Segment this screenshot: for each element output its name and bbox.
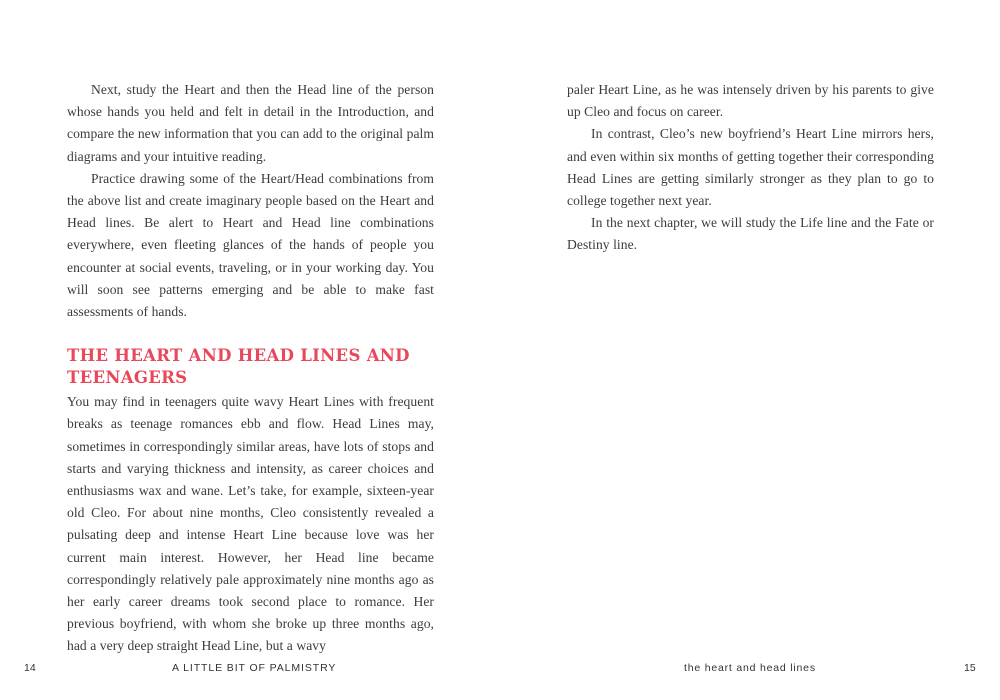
right-page bbox=[500, 0, 1000, 700]
left-text-column bbox=[67, 79, 434, 658]
body-paragraph: In contrast, Cleo’s new boyfriend’s Heart Line mirrors hers, and even within six months of getting together their corresponding Head Lines are getting similarly stronger as they plan to go to college together next year. bbox=[567, 126, 934, 209]
body-paragraph: Practice drawing some of the Heart/Head combinations from the above list and create imaginary people based on the Heart and Head lines. Be alert to Heart and Head line combinations everywhere, even fleeting glances of the hands of people you encounter at social events, traveling, or in your working day. You will soon see patterns emerging and be able to make fast assessments of hands. bbox=[67, 170, 434, 320]
right-text-column bbox=[567, 79, 934, 257]
page-number-right: 15 bbox=[964, 662, 976, 674]
body-paragraph: In the next chapter, we will study the Life line and the Fate or Destiny line. bbox=[567, 215, 934, 253]
page-number-left: 14 bbox=[24, 662, 36, 674]
running-head-chapter-title: the heart and head lines bbox=[684, 662, 816, 674]
running-head-book-title: A LITTLE BIT OF PALMISTRY bbox=[172, 662, 337, 674]
body-paragraph: You may find in teenagers quite wavy Heart Lines with frequent breaks as teenage romances ebb and flow. Head Lines may, sometimes in correspondingly similar areas, have lots of stops and starts and varying thickness and intensity, as career choices and enthusiasms wax and wane. Let’s take, for example, sixteen-year old Cleo. For about nine months, Cleo consistently revealed a pulsating deep and intense Heart Line because love was her current main interest. However, her Head line became correspondingly relatively pale approximately nine months ago as her early career dreams took second place to romance. Her previous boyfriend, with whom she broke up three months ago, had a very deep straight Head Line, but a wavy bbox=[67, 394, 434, 654]
section-heading: THE HEART AND HEAD LINES AND TEENAGERS bbox=[67, 346, 410, 388]
body-paragraph: Next, study the Heart and then the Head line of the person whose hands you held and felt in detail in the Introduction, and compare the new information that you can add to the original palm diagrams and your intuitive reading. bbox=[67, 82, 434, 164]
body-paragraph-continued: paler Heart Line, as he was intensely driven by his parents to give up Cleo and focus on career. bbox=[567, 82, 934, 120]
